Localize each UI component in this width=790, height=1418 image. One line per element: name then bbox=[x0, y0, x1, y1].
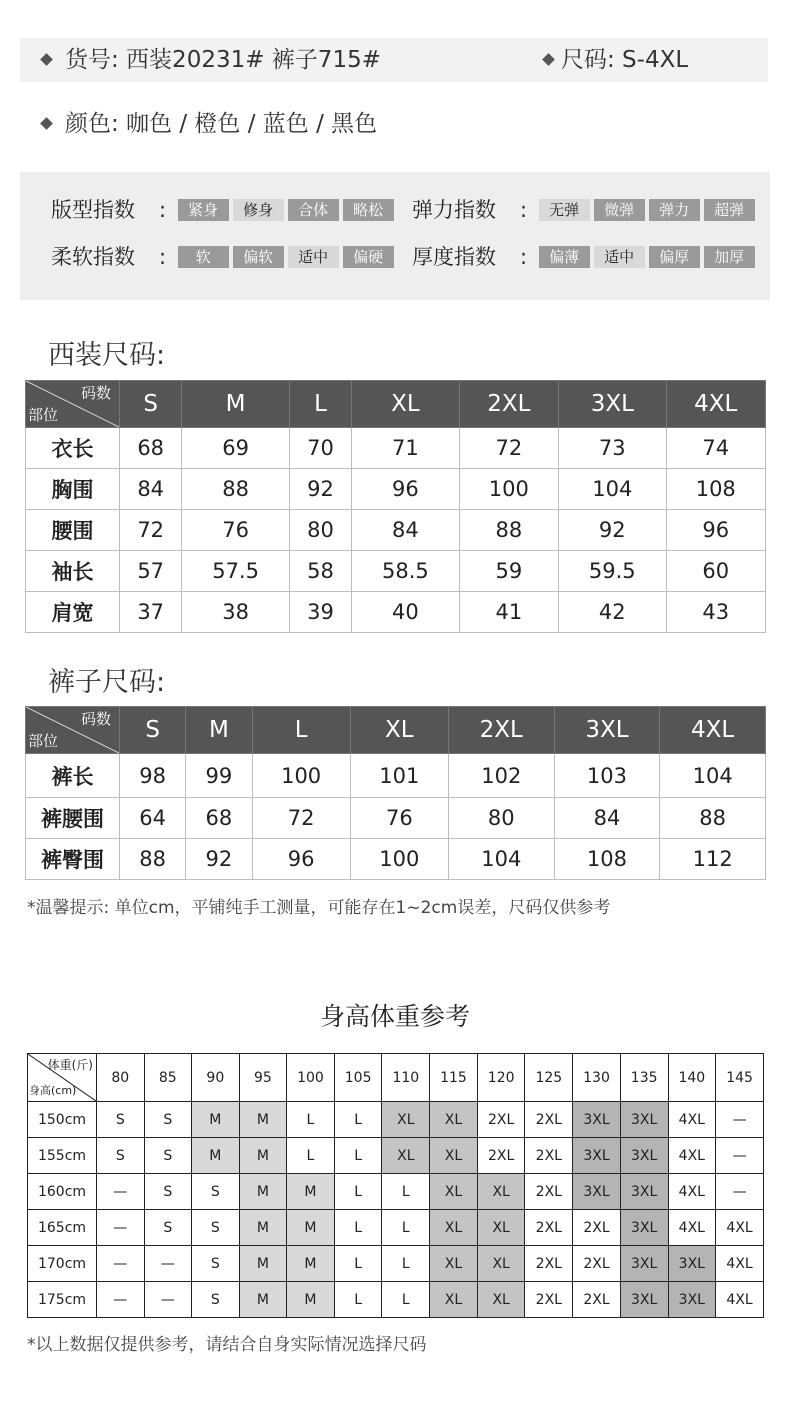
size-cell: 2XL bbox=[573, 1210, 621, 1246]
size-cell: M bbox=[239, 1246, 287, 1282]
weight-header: 95 bbox=[239, 1054, 287, 1102]
size-cell: S bbox=[144, 1174, 192, 1210]
size-header: S bbox=[120, 707, 186, 754]
pants-size-title: 裤子尺码: bbox=[48, 667, 166, 698]
height-label: 175cm bbox=[28, 1282, 97, 1318]
size-cell: XL bbox=[430, 1138, 478, 1174]
size-header: M bbox=[186, 707, 252, 754]
suit-size-title: 西装尺码: bbox=[48, 340, 166, 371]
size-cell: M bbox=[287, 1246, 335, 1282]
table-cell: 100 bbox=[350, 839, 448, 880]
size-cell: L bbox=[334, 1282, 382, 1318]
table-cell: 57 bbox=[120, 551, 182, 592]
table-cell: 42 bbox=[559, 592, 666, 633]
table-cell: 58 bbox=[289, 551, 351, 592]
size-header: L bbox=[252, 707, 350, 754]
weight-header: 145 bbox=[716, 1054, 764, 1102]
table-cell: 104 bbox=[448, 839, 554, 880]
size-cell: XL bbox=[382, 1102, 430, 1138]
softness-index-colon: : bbox=[159, 245, 167, 269]
size-cell: XL bbox=[430, 1174, 478, 1210]
thickness-index-colon: : bbox=[520, 245, 528, 269]
weight-header: 80 bbox=[97, 1054, 145, 1102]
weight-header: 125 bbox=[525, 1054, 573, 1102]
table-cell: 73 bbox=[559, 428, 666, 469]
size-cell: L bbox=[382, 1210, 430, 1246]
table-cell: 92 bbox=[559, 510, 666, 551]
table-cell: 43 bbox=[666, 592, 765, 633]
size-cell: XL bbox=[477, 1210, 525, 1246]
size-cell: 2XL bbox=[525, 1174, 573, 1210]
size-header: 4XL bbox=[666, 381, 765, 428]
row-label: 裤臀围 bbox=[26, 839, 120, 880]
corner-height-label: 身高(cm) bbox=[29, 1084, 77, 1097]
weight-header: 120 bbox=[477, 1054, 525, 1102]
size-cell: XL bbox=[477, 1282, 525, 1318]
fit-index-colon: : bbox=[159, 198, 167, 222]
table-cell: 72 bbox=[120, 510, 182, 551]
table-corner-cell bbox=[28, 1054, 97, 1102]
weight-header: 140 bbox=[668, 1054, 716, 1102]
fit-index bbox=[51, 195, 398, 225]
diamond-bullet-icon bbox=[542, 53, 555, 66]
size-cell: S bbox=[144, 1138, 192, 1174]
weight-header: 105 bbox=[334, 1054, 382, 1102]
size-cell: — bbox=[97, 1246, 145, 1282]
color-line bbox=[20, 104, 377, 144]
table-cell: 59.5 bbox=[559, 551, 666, 592]
size-cell: 4XL bbox=[716, 1246, 764, 1282]
weight-header: 90 bbox=[192, 1054, 240, 1102]
size-header: 2XL bbox=[459, 381, 558, 428]
chip: 合体 bbox=[288, 199, 339, 221]
table-cell: 59 bbox=[459, 551, 558, 592]
table-cell: 100 bbox=[252, 754, 350, 798]
table-cell: 68 bbox=[120, 428, 182, 469]
table-header-row bbox=[26, 707, 766, 754]
weight-header: 130 bbox=[573, 1054, 621, 1102]
size-cell: S bbox=[97, 1102, 145, 1138]
table-cell: 88 bbox=[459, 510, 558, 551]
size-cell: 2XL bbox=[477, 1102, 525, 1138]
size-cell: 4XL bbox=[716, 1282, 764, 1318]
table-cell: 98 bbox=[120, 754, 186, 798]
table-cell: 88 bbox=[182, 469, 289, 510]
chip: 偏硬 bbox=[343, 246, 394, 268]
table-row bbox=[26, 839, 766, 880]
table-cell: 39 bbox=[289, 592, 351, 633]
size-cell: XL bbox=[430, 1210, 478, 1246]
row-label: 腰围 bbox=[26, 510, 120, 551]
height-label: 165cm bbox=[28, 1210, 97, 1246]
corner-part-label: 部位 bbox=[28, 732, 59, 750]
weight-header: 110 bbox=[382, 1054, 430, 1102]
size-cell: L bbox=[334, 1102, 382, 1138]
size-cell: S bbox=[97, 1138, 145, 1174]
table-cell: 96 bbox=[352, 469, 459, 510]
thickness-index bbox=[412, 242, 759, 272]
pants-size-table bbox=[25, 706, 766, 880]
size-cell: — bbox=[716, 1174, 764, 1210]
size-header: XL bbox=[350, 707, 448, 754]
table-cell: 72 bbox=[252, 798, 350, 839]
size-cell: M bbox=[287, 1174, 335, 1210]
table-header-row bbox=[28, 1054, 764, 1102]
size-cell: 4XL bbox=[668, 1138, 716, 1174]
measurement-note: *温馨提示: 单位cm，平铺纯手工测量，可能存在1~2cm误差，尺码仅供参考 bbox=[27, 898, 611, 918]
table-cell: 71 bbox=[352, 428, 459, 469]
row-label: 胸围 bbox=[26, 469, 120, 510]
table-corner-cell bbox=[26, 381, 120, 428]
size-cell: XL bbox=[430, 1282, 478, 1318]
table-cell: 60 bbox=[666, 551, 765, 592]
size-cell: 3XL bbox=[620, 1246, 668, 1282]
table-cell: 37 bbox=[120, 592, 182, 633]
size-cell: S bbox=[192, 1282, 240, 1318]
height-label: 150cm bbox=[28, 1102, 97, 1138]
table-cell: 80 bbox=[289, 510, 351, 551]
height-label: 160cm bbox=[28, 1174, 97, 1210]
size-cell: L bbox=[334, 1138, 382, 1174]
size-cell: L bbox=[287, 1138, 335, 1174]
size-cell: XL bbox=[382, 1138, 430, 1174]
weight-header: 100 bbox=[287, 1054, 335, 1102]
chip-selected: 无弹 bbox=[539, 199, 590, 221]
table-cell: 40 bbox=[352, 592, 459, 633]
table-cell: 58.5 bbox=[352, 551, 459, 592]
size-cell: — bbox=[97, 1174, 145, 1210]
size-header: 3XL bbox=[559, 381, 666, 428]
height-weight-title: 身高体重参考 bbox=[319, 1002, 470, 1031]
table-cell: 101 bbox=[350, 754, 448, 798]
weight-header: 115 bbox=[430, 1054, 478, 1102]
suit-size-table bbox=[25, 380, 766, 633]
table-row bbox=[26, 754, 766, 798]
height-weight-table bbox=[27, 1053, 764, 1318]
softness-index bbox=[51, 242, 398, 272]
size-cell: M bbox=[192, 1138, 240, 1174]
height-label: 170cm bbox=[28, 1246, 97, 1282]
size-cell: XL bbox=[430, 1246, 478, 1282]
size-cell: 3XL bbox=[620, 1174, 668, 1210]
size-cell: — bbox=[144, 1282, 192, 1318]
size-cell: 2XL bbox=[477, 1138, 525, 1174]
table-cell: 102 bbox=[448, 754, 554, 798]
table-row bbox=[26, 798, 766, 839]
table-cell: 84 bbox=[352, 510, 459, 551]
size-header: S bbox=[120, 381, 182, 428]
table-row bbox=[28, 1102, 764, 1138]
row-label: 裤长 bbox=[26, 754, 120, 798]
table-row bbox=[28, 1246, 764, 1282]
size-cell: XL bbox=[477, 1246, 525, 1282]
table-cell: 100 bbox=[459, 469, 558, 510]
size-cell: 2XL bbox=[573, 1246, 621, 1282]
size-cell: 3XL bbox=[668, 1246, 716, 1282]
table-row bbox=[26, 551, 766, 592]
corner-weight-label: 体重(斤) bbox=[47, 1058, 93, 1072]
chip: 紧身 bbox=[178, 199, 229, 221]
thickness-index-label: 厚度指数 bbox=[412, 245, 496, 269]
size-cell: M bbox=[239, 1102, 287, 1138]
size-cell: L bbox=[382, 1282, 430, 1318]
chip: 超弹 bbox=[704, 199, 755, 221]
table-cell: 96 bbox=[666, 510, 765, 551]
table-cell: 108 bbox=[554, 839, 660, 880]
table-cell: 84 bbox=[554, 798, 660, 839]
softness-index-label: 柔软指数 bbox=[51, 245, 135, 269]
table-row bbox=[28, 1282, 764, 1318]
bottom-note: *以上数据仅提供参考，请结合自身实际情况选择尺码 bbox=[27, 1335, 427, 1355]
row-label: 袖长 bbox=[26, 551, 120, 592]
size-cell: S bbox=[192, 1174, 240, 1210]
info-bar bbox=[20, 38, 768, 82]
stretch-index bbox=[412, 195, 759, 225]
size-header: L bbox=[289, 381, 351, 428]
size-cell: M bbox=[239, 1138, 287, 1174]
table-cell: 84 bbox=[120, 469, 182, 510]
size-cell: L bbox=[334, 1210, 382, 1246]
size-range-text: 尺码: S-4XL bbox=[561, 47, 689, 73]
table-row bbox=[28, 1138, 764, 1174]
table-cell: 76 bbox=[182, 510, 289, 551]
chip: 微弹 bbox=[594, 199, 645, 221]
size-cell: M bbox=[239, 1174, 287, 1210]
size-cell: S bbox=[144, 1210, 192, 1246]
size-cell: 3XL bbox=[573, 1102, 621, 1138]
size-header: XL bbox=[352, 381, 459, 428]
row-label: 裤腰围 bbox=[26, 798, 120, 839]
chip-selected: 适中 bbox=[288, 246, 339, 268]
size-cell: 4XL bbox=[716, 1210, 764, 1246]
table-cell: 88 bbox=[660, 798, 766, 839]
table-row bbox=[28, 1174, 764, 1210]
size-cell: 3XL bbox=[620, 1210, 668, 1246]
diamond-bullet-icon bbox=[40, 53, 53, 66]
size-range bbox=[520, 38, 688, 82]
stretch-index-colon: : bbox=[520, 198, 528, 222]
size-cell: M bbox=[192, 1102, 240, 1138]
table-cell: 99 bbox=[186, 754, 252, 798]
size-cell: XL bbox=[477, 1174, 525, 1210]
colors-text: 颜色: 咖色 / 橙色 / 蓝色 / 黑色 bbox=[65, 111, 378, 137]
table-cell: 88 bbox=[120, 839, 186, 880]
table-cell: 76 bbox=[350, 798, 448, 839]
size-cell: M bbox=[239, 1282, 287, 1318]
size-cell: M bbox=[239, 1210, 287, 1246]
size-cell: — bbox=[97, 1210, 145, 1246]
table-cell: 92 bbox=[289, 469, 351, 510]
size-cell: 3XL bbox=[573, 1138, 621, 1174]
chip: 软 bbox=[178, 246, 229, 268]
chip: 加厚 bbox=[704, 246, 755, 268]
chip: 偏软 bbox=[233, 246, 284, 268]
size-cell: L bbox=[287, 1102, 335, 1138]
table-cell: 72 bbox=[459, 428, 558, 469]
table-cell: 80 bbox=[448, 798, 554, 839]
corner-part-label: 部位 bbox=[28, 406, 59, 424]
weight-header: 85 bbox=[144, 1054, 192, 1102]
table-cell: 92 bbox=[186, 839, 252, 880]
stretch-index-label: 弹力指数 bbox=[412, 198, 496, 222]
size-cell: 3XL bbox=[620, 1282, 668, 1318]
table-cell: 41 bbox=[459, 592, 558, 633]
chip-selected: 适中 bbox=[594, 246, 645, 268]
size-header: 4XL bbox=[660, 707, 766, 754]
size-cell: 3XL bbox=[620, 1138, 668, 1174]
size-cell: — bbox=[716, 1138, 764, 1174]
table-cell: 112 bbox=[660, 839, 766, 880]
size-cell: 2XL bbox=[525, 1246, 573, 1282]
size-cell: L bbox=[334, 1246, 382, 1282]
table-header-row bbox=[26, 381, 766, 428]
index-panel bbox=[20, 172, 770, 300]
size-cell: — bbox=[716, 1102, 764, 1138]
table-row bbox=[26, 428, 766, 469]
size-cell: 4XL bbox=[668, 1174, 716, 1210]
chip: 偏厚 bbox=[649, 246, 700, 268]
size-header: 2XL bbox=[448, 707, 554, 754]
chip: 弹力 bbox=[649, 199, 700, 221]
table-cell: 104 bbox=[559, 469, 666, 510]
diamond-bullet-icon bbox=[40, 117, 53, 130]
table-cell: 108 bbox=[666, 469, 765, 510]
table-cell: 96 bbox=[252, 839, 350, 880]
table-cell: 104 bbox=[660, 754, 766, 798]
size-cell: 4XL bbox=[668, 1210, 716, 1246]
size-cell: 2XL bbox=[525, 1138, 573, 1174]
size-cell: L bbox=[382, 1246, 430, 1282]
table-cell: 38 bbox=[182, 592, 289, 633]
row-label: 肩宽 bbox=[26, 592, 120, 633]
table-row bbox=[26, 510, 766, 551]
size-cell: S bbox=[144, 1102, 192, 1138]
size-cell: 2XL bbox=[525, 1210, 573, 1246]
size-cell: 2XL bbox=[525, 1282, 573, 1318]
size-cell: M bbox=[287, 1210, 335, 1246]
size-cell: 2XL bbox=[573, 1282, 621, 1318]
item-number-text: 货号: 西装20231# 裤子715# bbox=[65, 47, 381, 73]
table-cell: 68 bbox=[186, 798, 252, 839]
chip-selected: 修身 bbox=[233, 199, 284, 221]
table-cell: 70 bbox=[289, 428, 351, 469]
corner-size-label: 码数 bbox=[80, 710, 111, 728]
size-cell: — bbox=[97, 1282, 145, 1318]
table-row bbox=[26, 592, 766, 633]
size-cell: L bbox=[334, 1174, 382, 1210]
size-cell: 4XL bbox=[668, 1102, 716, 1138]
table-row bbox=[28, 1210, 764, 1246]
size-cell: L bbox=[382, 1174, 430, 1210]
table-cell: 103 bbox=[554, 754, 660, 798]
chip: 偏薄 bbox=[539, 246, 590, 268]
size-header: M bbox=[182, 381, 289, 428]
size-header: 3XL bbox=[554, 707, 660, 754]
size-cell: 3XL bbox=[573, 1174, 621, 1210]
size-cell: 3XL bbox=[620, 1102, 668, 1138]
size-cell: 2XL bbox=[525, 1102, 573, 1138]
table-cell: 57.5 bbox=[182, 551, 289, 592]
table-cell: 69 bbox=[182, 428, 289, 469]
size-cell: S bbox=[192, 1246, 240, 1282]
size-cell: S bbox=[192, 1210, 240, 1246]
table-corner-cell bbox=[26, 707, 120, 754]
height-label: 155cm bbox=[28, 1138, 97, 1174]
corner-size-label: 码数 bbox=[80, 384, 111, 402]
table-cell: 64 bbox=[120, 798, 186, 839]
weight-header: 135 bbox=[620, 1054, 668, 1102]
item-number bbox=[20, 38, 381, 82]
size-cell: 3XL bbox=[668, 1282, 716, 1318]
chip: 略松 bbox=[343, 199, 394, 221]
size-cell: XL bbox=[430, 1102, 478, 1138]
size-cell: M bbox=[287, 1282, 335, 1318]
table-cell: 74 bbox=[666, 428, 765, 469]
size-cell: — bbox=[144, 1246, 192, 1282]
row-label: 衣长 bbox=[26, 428, 120, 469]
table-row bbox=[26, 469, 766, 510]
fit-index-label: 版型指数 bbox=[51, 198, 135, 222]
